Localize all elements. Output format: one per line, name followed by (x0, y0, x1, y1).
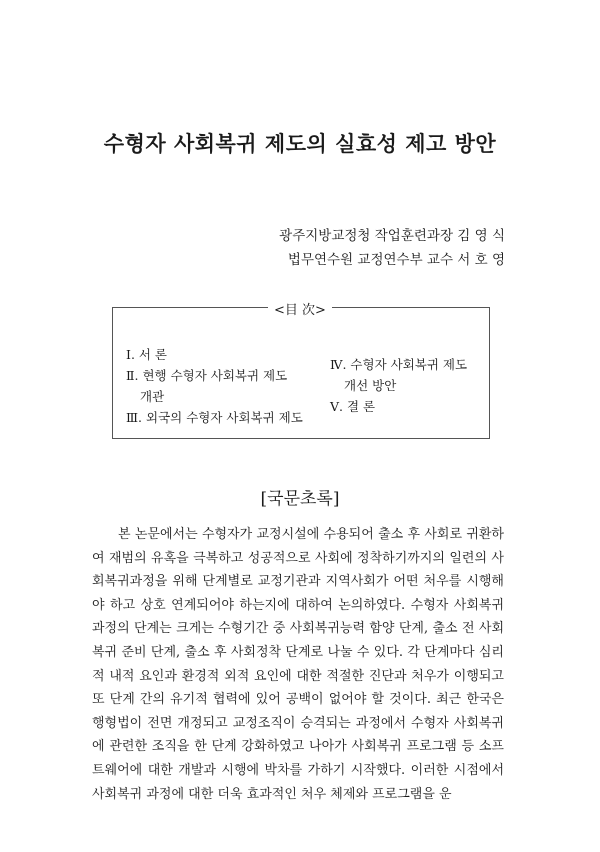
abstract-body: 본 논문에서는 수형자가 교정시설에 수용되어 출소 후 사회로 귀환하여 재범의 유혹을 극복하고 성공적으로 사회에 정착하기까지의 일련의 사회복귀과정을 위해 단계별로 교정기관과 지역사회가 어떤 처우를 시행해야 하고 상호 연계되어야 하는지에 대하여 논의하였다. 수형자 사회복귀 과정의 단계는 크게는 수형기간 중 사회복귀능력 함양 단계, 출소 전 사회복귀 준비 단계, 출소 후 사회정착 단계로 나눌 수 있다. 각 단계마다 심리적 내적 요인과 환경적 외적 요인에 대한 적절한 진단과 처우가 이행되고 또 단계 간의 유기적 협력에 있어 공백이 없어야 할 것이다. 최근 한국은 행형법이 전면 개정되고 교정조직이 승격되는 과정에서 수형자 사회복귀에 관련한 조직을 한 단계 강화하였고 나아가 사회복귀 프로그램 등 소프트웨어에 대한 개발과 시행에 박차를 가하기 시작했다. 이러한 시점에서 사회복귀 과정에 대한 더욱 효과적인 처우 체제와 프로그램을 운 (92, 527, 504, 802)
author-block (279, 224, 505, 272)
toc-item-text: Ⅰ. 서 론 (126, 347, 168, 362)
toc-left-column (126, 344, 316, 428)
toc-item (330, 354, 490, 396)
toc-item-text: Ⅴ. 결 론 (330, 399, 376, 414)
paper-title: 수형자 사회복귀 제도의 실효성 제고 방안 (103, 131, 497, 156)
toc-heading (0, 299, 600, 318)
toc-item (330, 396, 490, 417)
toc-item (126, 407, 316, 428)
toc-item-text: Ⅲ. 외국의 수형자 사회복귀 제도 (126, 410, 303, 425)
toc-right-column (330, 354, 490, 417)
toc-item-continuation: 개선 방안 (344, 378, 397, 393)
toc-item-text: Ⅱ. 현행 수형자 사회복귀 제도 (126, 368, 288, 383)
abstract-heading: [국문초록] (260, 489, 340, 509)
toc-item-continuation: 개관 (140, 389, 165, 404)
toc-item (126, 344, 316, 365)
toc-item-text: Ⅳ. 수형자 사회복귀 제도 (330, 357, 468, 372)
author-line: 법무연수원 교정연수부 교수 서 호 영 (287, 252, 505, 268)
author-line: 광주지방교정청 작업훈련과장 김 영 식 (279, 228, 505, 244)
toc-item (126, 365, 316, 407)
toc-heading-text: <目 次> (268, 303, 332, 318)
